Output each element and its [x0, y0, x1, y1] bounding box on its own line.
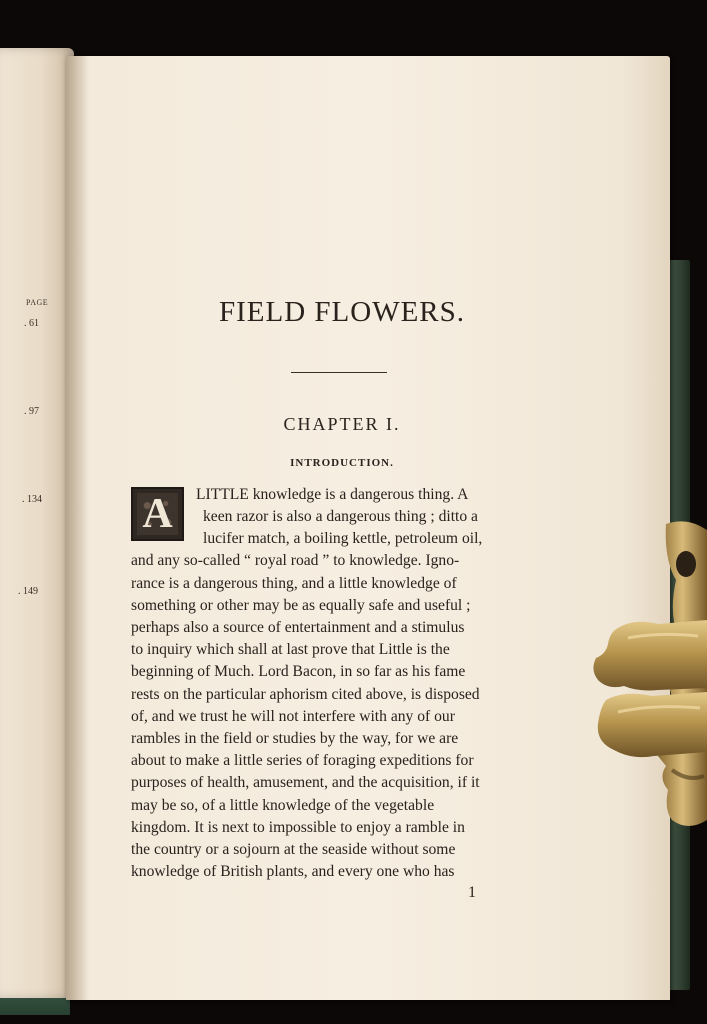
title-rule [291, 372, 387, 373]
drop-cap-letter: A [142, 491, 173, 537]
text-line: rests on the particular aphorism cited above, is disposed [131, 686, 480, 703]
book-title: FIELD FLOWERS. [219, 296, 465, 328]
text-line: rambles in the field or studies by the way, for we are [131, 730, 459, 747]
left-page [0, 48, 74, 998]
text-line: kingdom. It is next to impossible to enjoy a ramble in [131, 819, 465, 836]
text-line: of, and we trust he will not interfere with any of our [131, 708, 455, 725]
text-line: LITTLE knowledge is a dangerous thing. A [196, 486, 469, 503]
gutter-shadow [66, 56, 88, 1000]
text-line: to inquiry which shall at last prove that Little is the [131, 641, 450, 658]
text-line: beginning of Much. Lord Bacon, in so far as his fame [131, 663, 466, 680]
page-number: 1 [468, 884, 476, 901]
toc-page-number: . 134 [22, 494, 42, 505]
text-line: rance is a dangerous thing, and a little knowledge of [131, 575, 457, 592]
text-line: the country or a sojourn at the seaside without some [131, 841, 456, 858]
brass-page-holder [588, 520, 707, 830]
ornamental-drop-cap [131, 487, 184, 541]
toc-page-number: . 97 [24, 406, 39, 417]
text-line: knowledge of British plants, and every one who has [131, 863, 455, 880]
text-line: purposes of health, amusement, and the acquisition, if it [131, 774, 480, 791]
text-line: keen razor is also a dangerous thing ; ditto a [203, 508, 478, 525]
toc-page-heading: PAGE [26, 298, 49, 307]
text-line: lucifer match, a boiling kettle, petroleum oil, [203, 530, 483, 547]
text-line: about to make a little series of foraging expeditions for [131, 752, 474, 769]
text-line: perhaps also a source of entertainment and a stimulus [131, 619, 465, 636]
chapter-heading: CHAPTER I. [283, 414, 401, 434]
text-line: and any so-called “ royal road ” to knowledge. Igno- [131, 552, 460, 569]
toc-page-number: . 149 [18, 586, 38, 597]
text-line: something or other may be as equally safe and useful ; [131, 597, 471, 614]
section-heading: INTRODUCTION. [290, 457, 394, 469]
text-line: may be so, of a little knowledge of the vegetable [131, 797, 435, 814]
toc-page-number: . 61 [24, 318, 39, 329]
